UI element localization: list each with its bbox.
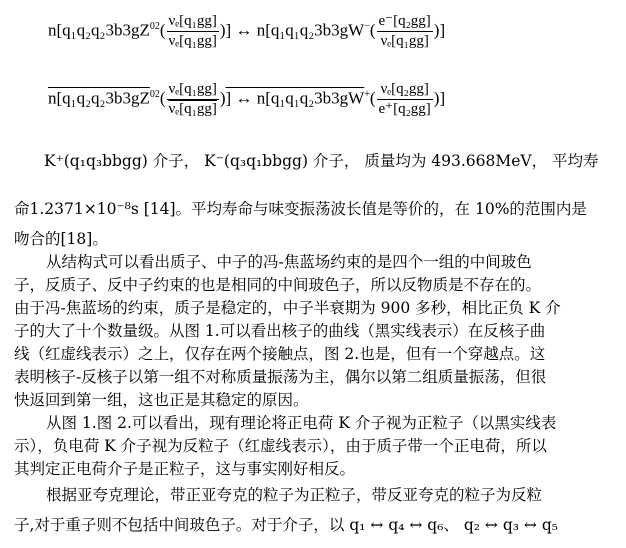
eq1-lhs: n[q₁q₂q₂3b3gZ [48, 20, 150, 40]
p3-line-2: 子,对于重子则不包括中间玻色子。对于介子，以 q₁ ↔ q₄ ↔ q₆、 q₂ ↔ q₃ ↔ q₅ [14, 516, 558, 534]
eq2-lhs-fraction [167, 80, 219, 119]
equation-2: $n[q_1q_2q_23b3gZ^{02}$( $\frac{\text{νₑ[q₁gg]}}{\text{νₑ[q₁gg]}}$ )] ↔ n[q₁q₁q₂3b3gW+( $\frac{\text{νₑ[q₂gg]}}{\text{e⁺[q₂gg]}}$ )] [48, 81, 446, 117]
eq1-rhs-numerator: e⁻[q₂gg] [377, 12, 433, 32]
eq2-lhs-sup: 02 [149, 88, 160, 100]
p2-line-3: 其判定正电荷介子是正粒子，这与事实刚好相反。 [14, 460, 356, 478]
equation-1: $n[q_1q_2q_23b3gZ^{02}$( $\frac{\text{νₑ[q₁gg]}}{\text{νₑ[q₁gg]}}$ )] ↔ n[q₁q₁q₂3b3gW−( $\frac{\text{e⁻[q₂gg]}}{\text{νₑ[q₁gg]}}$ )] [48, 13, 446, 49]
eq1-lhs-denominator: νₑ[q₁gg] [168, 33, 217, 49]
eq2-rhs: ] ↔ n[q₁q₁q₂3b3gW [225, 88, 365, 108]
p1-line-7: 快返回到第一组，这也正是其稳定的原因。 [14, 391, 309, 409]
p3-line-1: 根据亚夸克理论，带正亚夸克的粒子为正粒子，带反亚夸克的粒子为反粒 [46, 486, 543, 504]
eq1-rhs-fraction [377, 12, 433, 51]
p2-line-1: 从图 1.图 2.可以看出，现有理论将正电荷 K 介子视为正粒子（以黑实线表 [46, 414, 557, 432]
eq1-lhs-sup: 02 [149, 20, 160, 32]
eq2-close: )] [433, 88, 446, 108]
eq1-rhs: ] ↔ n[q₁q₁q₂3b3gW [225, 20, 365, 40]
eq2-rhs-denominator: e⁺[q₂gg] [378, 101, 431, 117]
eq1-close: )] [433, 20, 446, 40]
eq1-lhs-numerator: νₑ[q₁gg] [167, 12, 219, 32]
lifetime-line: 命1.2371×10⁻⁸s [14]。平均寿命与味变振荡波长值是等价的，在 10%的范围内是 [14, 200, 587, 218]
p1-line-6: 表明核子-反核子以第一组不对称质量振荡为主，偶尔以第二组质量振荡，但很 [14, 368, 547, 386]
eq2-lhs-denominator: νₑ[q₁gg] [168, 101, 217, 117]
p1-line-3: 由于冯-焦蓝场的约束，质子是稳定的，中子半衰期为 900 多秒，相比正负 K 介 [14, 299, 561, 317]
kaon-mass-line: K⁺(q₁q₃bbgg) 介子， K⁻(q₃q₁bbgg) 介子， 质量均为 493.668MeV， 平均寿 [44, 152, 599, 170]
lifetime-line-2: 吻合的[18]。 [14, 230, 108, 248]
eq1-rhs-sup: − [364, 20, 370, 32]
eq2-lhs: n[q₁q₂q₂3b3gZ [48, 88, 150, 108]
p1-line-5: 线（红虚线表示）之上，仅存在两个接触点，图 2.也是，但有一个穿越点。这 [14, 345, 546, 363]
eq2-rhs-sup: + [364, 88, 370, 100]
p2-line-2: 示），负电荷 K 介子视为反粒子（红虚线表示），由于质子带一个正电荷，所以 [14, 437, 547, 455]
eq1-lhs-fraction [167, 12, 219, 51]
eq2-lhs-numerator: νₑ[q₁gg] [167, 80, 219, 100]
eq1-rhs-denominator: νₑ[q₁gg] [380, 33, 429, 49]
eq2-rhs-fraction [377, 80, 433, 119]
p1-line-2: 子，反质子、反中子约束的也是相同的中间玻色子，所以反物质是不存在的。 [14, 276, 542, 294]
p1-line-1: 从结构式可以看出质子、中子的冯-焦蓝场约束的是四个一组的中间玻色 [46, 253, 532, 271]
p1-line-4: 子的大了十个数量级。从图 1.可以看出核子的曲线（黑实线表示）在反核子曲 [14, 322, 546, 340]
eq2-rhs-numerator: νₑ[q₂gg] [377, 80, 433, 100]
